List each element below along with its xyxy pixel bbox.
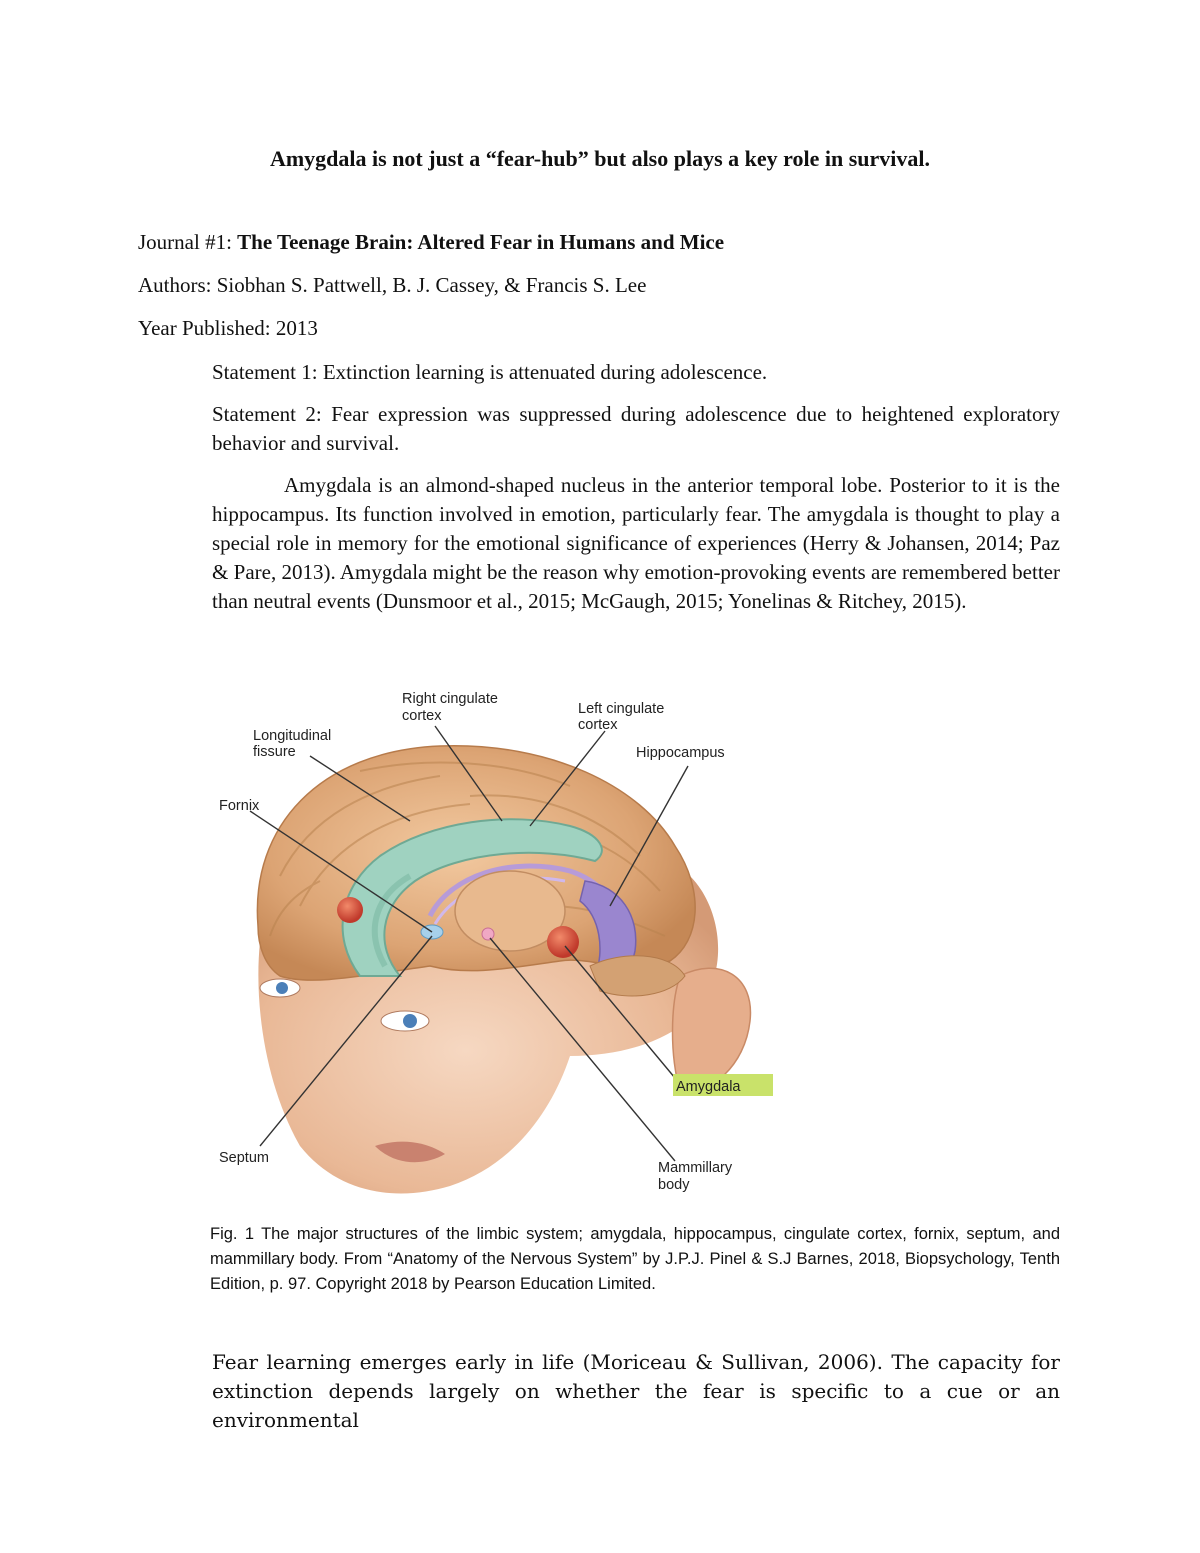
paragraph-fear-learning: Fear learning emerges early in life (Moriceau & Sullivan, 2006). The capacity for extinction depends largely on whether the fear is specific to a cue or an environmental [212, 1350, 1060, 1432]
label-left-cingulate-2: cortex [578, 717, 618, 733]
authors-line: Authors: Siobhan S. Pattwell, B. J. Cassey, & Francis S. Lee [138, 273, 647, 297]
label-longitudinal-2: fissure [253, 744, 296, 760]
label-mammillary-1: Mammillary [658, 1160, 733, 1176]
journal-label: Journal #1: [138, 230, 238, 254]
label-mammillary-2: body [658, 1177, 690, 1193]
label-right-cingulate-1: Right cingulate [402, 691, 498, 707]
year-line: Year Published: 2013 [138, 316, 318, 340]
limbic-system-figure [210, 676, 810, 1201]
amygdala-right-shape [547, 926, 579, 958]
ear-shape [673, 968, 751, 1091]
statement-2: Statement 2: Fear expression was suppressed during adolescence due to heightened exploratory behavior and survival. [212, 402, 1060, 455]
journal-line [138, 230, 724, 255]
label-longitudinal-1: Longitudinal [253, 728, 332, 744]
label-hippocampus: Hippocampus [636, 745, 725, 761]
paragraph-amygdala: Amygdala is an almond-shaped nucleus in the anterior temporal lobe. Posterior to it is the hippocampus. Its function involved in emotion, particularly fear. The amygdala is thought to play a special role in memory for the emotional significance of experiences (Herry & Johansen, 2014; Paz & Pare, 2013). Amygdala might be the reason why emotion-provoking events are remembered better than neutral events (Dunsmoor et al., 2015; McGaugh, 2015; Yonelinas & Ritchey, 2015). [212, 473, 1060, 613]
statement-1: Statement 1: Extinction learning is attenuated during adolescence. [212, 360, 768, 384]
label-left-cingulate-1: Left cingulate [578, 701, 665, 717]
mammillary-body-shape [482, 928, 494, 940]
page-title: Amygdala is not just a “fear-hub” but also plays a key role in survival. [269, 146, 931, 171]
label-septum: Septum [219, 1150, 269, 1166]
figure-caption: Fig. 1 The major structures of the limbic system; amygdala, hippocampus, cingulate cortex, fornix, septum, and mammillary body. From “Anatomy of the Nervous System” by J.P.J. Pinel & S.J Barnes, 2018, Biopsychology, Tenth Edition, p. 97. Copyright 2018 by Pearson Education Limited. [210, 1225, 1060, 1293]
label-amygdala: Amygdala [676, 1079, 741, 1095]
journal-title: The Teenage Brain: Altered Fear in Humans and Mice [237, 230, 725, 254]
label-right-cingulate-2: cortex [402, 708, 442, 724]
amygdala-left-shape [337, 897, 363, 923]
label-fornix: Fornix [219, 798, 260, 814]
